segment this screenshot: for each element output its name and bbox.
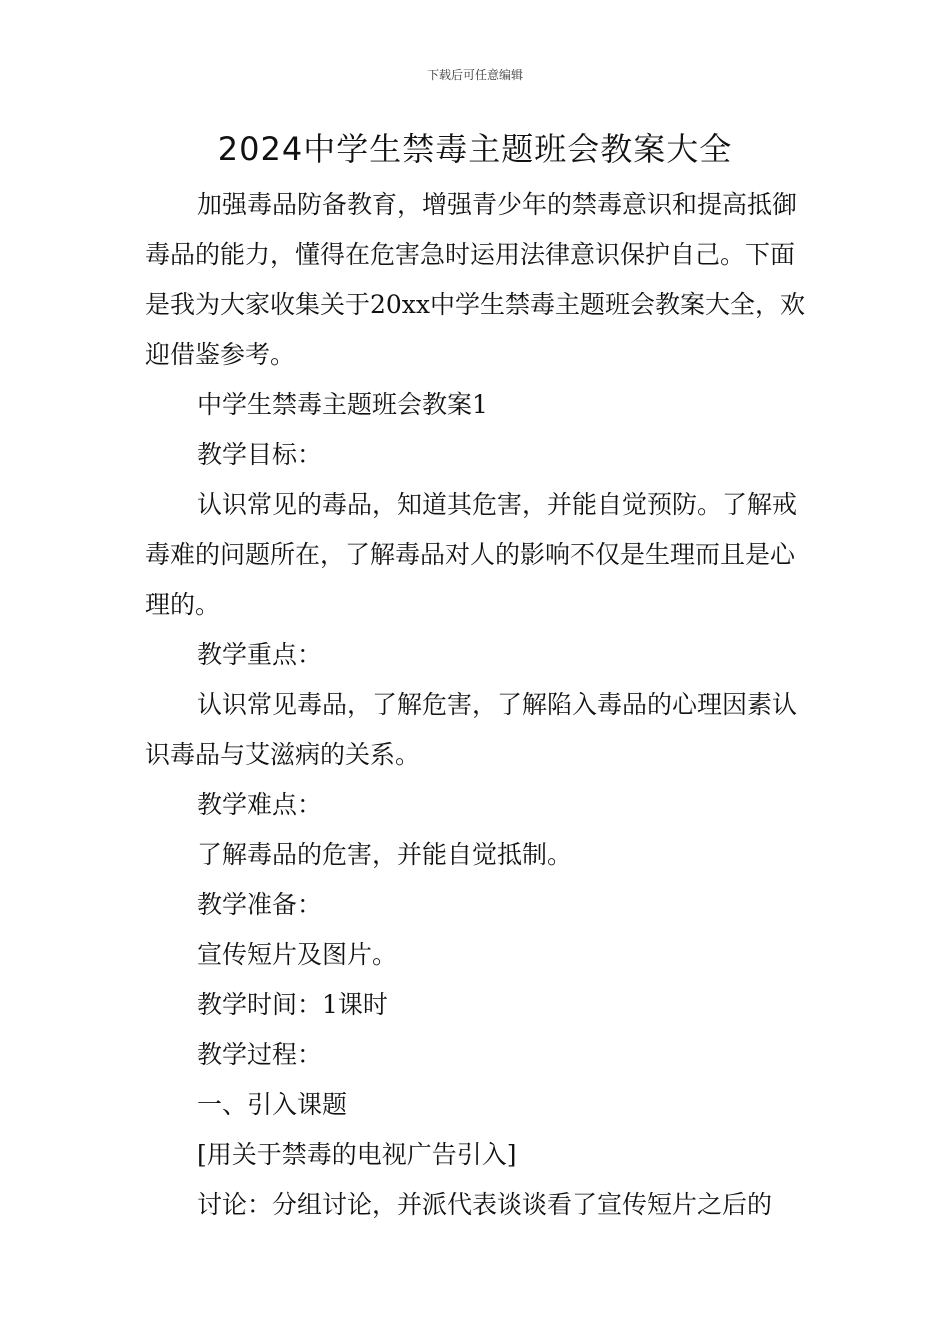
document-title: 2024中学生禁毒主题班会教案大全 <box>217 130 733 168</box>
paragraph-teaching-preparation: 宣传短片及图片。 <box>197 940 398 969</box>
paragraph-teaching-goals: 认识常见的毒品，知道其危害，并能自觉预防。了解戒毒难的问题所在，了解毒品对人的影响不仅是生理而且是心理的。 <box>145 490 798 619</box>
label-teaching-focus: 教学重点： <box>197 640 323 669</box>
paragraph-teaching-focus: 认识常见毒品，了解危害，了解陷入毒品的心理因素认识毒品与艾滋病的关系。 <box>145 690 798 769</box>
label-teaching-goals: 教学目标： <box>197 440 323 469</box>
paragraph-teaching-difficulty: 了解毒品的危害，并能自觉抵制。 <box>197 840 573 869</box>
document-body <box>145 180 810 1230</box>
intro-paragraph: 加强毒品防备教育，增强青少年的禁毒意识和提高抵御毒品的能力，懂得在危害急时运用法律意识保护自己。下面是我为大家收集关于20xx中学生禁毒主题班会教案大全，欢迎借鉴参考。 <box>145 190 806 369</box>
paragraph-teaching-time: 教学时间：1课时 <box>197 990 388 1019</box>
label-teaching-process: 教学过程： <box>197 1040 323 1069</box>
step-tv-ad-note: [用关于禁毒的电视广告引入] <box>197 1140 517 1169</box>
section-heading-lesson-plan-1: 中学生禁毒主题班会教案1 <box>197 390 488 419</box>
label-teaching-preparation: 教学准备： <box>197 890 323 919</box>
paragraph-discussion: 讨论：分组讨论，并派代表谈谈看了宣传短片之后的 <box>197 1190 773 1219</box>
step-introduce-topic: 一、引入课题 <box>197 1090 348 1119</box>
label-teaching-difficulty: 教学难点： <box>197 790 323 819</box>
header-note: 下载后可任意编辑 <box>426 68 523 82</box>
